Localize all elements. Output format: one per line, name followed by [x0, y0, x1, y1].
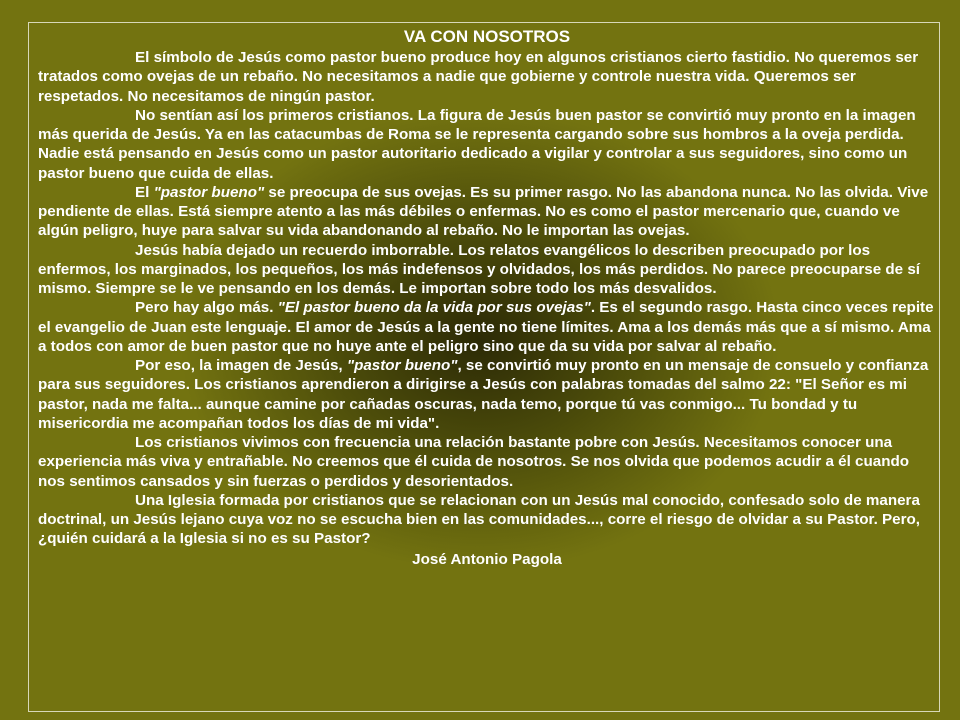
- paragraph-6-quote: "pastor bueno": [346, 357, 458, 374]
- paragraph-3-rest: se preocupa de sus ovejas. Es su primer rasgo. No las abandona nunca. No las olvida. Vive pendiente de ellas. Está siempre atento a las más débiles o enfermas. No es como el pastor mercenario que, cuando ve algún peligro, huye para salvar su vida abandonando al rebaño. No le importan las ovejas.: [38, 183, 929, 240]
- text-body: [38, 27, 936, 569]
- paragraph-2: No sentían así los primeros cristianos. La figura de Jesús buen pastor se convirtió muy pronto en la imagen más querida de Jesús. Ya en las catacumbas de Roma se le representa cargando sobre sus hombros a la oveja perdida. Nadie está pensando en Jesús como un pastor autoritario dedicado a vigilar y controlar a sus seguidores, sino como un pastor bueno que cuida de ellas.: [38, 106, 916, 182]
- paragraph-6-rest: , se convirtió muy pronto en un mensaje de consuelo y confianza para sus seguidores. Los cristianos aprendieron a dirigirse a Jesús con palabras tomadas del salmo 22: "El Señor es mi pastor, nada me falta... aunque camine por cañadas oscuras, nada temo, porque tú vas conmigo... Tu bondad y tu misericordia me acompañan todos los días de mi vida".: [38, 357, 929, 432]
- paragraph-5: [38, 298, 936, 356]
- paragraph-5-lead: Pero hay algo más.: [135, 299, 278, 317]
- paragraph-3-lead: El: [135, 183, 154, 201]
- paragraph-4: Jesús había dejado un recuerdo imborrable. Los relatos evangélicos lo describen preocupado por los enfermos, los marginados, los pequeños, los más indefensos y olvidados, los más perdidos. No parece preocuparse de sí mismo. Siempre se le ve pensando en los demás. Le importan sobre todo los más desvalidos.: [38, 241, 920, 297]
- paragraph-1: El símbolo de Jesús como pastor bueno produce hoy en algunos cristianos cierto fastidio. No queremos ser tratados como ovejas de un rebaño. No necesitamos a nadie que gobierne y controle nuestra vida. Queremos ser respetados. No necesitamos de ningún pastor.: [38, 49, 919, 105]
- paragraph-3: [38, 183, 936, 241]
- paragraph-6: [38, 356, 936, 433]
- paragraph-3-quote: "pastor bueno": [153, 183, 265, 201]
- paragraph-7: Los cristianos vivimos con frecuencia una relación bastante pobre con Jesús. Necesitamos conocer una experiencia más viva y entrañable. No creemos que él cuida de nosotros. Se nos olvida que podemos acudir a él cuando nos sentimos cansados y sin fuerzas o perdidos y desorientados.: [38, 434, 910, 490]
- paragraph-5-rest: . Es el segundo rasgo. Hasta cinco veces repite el evangelio de Juan este lenguaje. El amor de Jesús a la gente no tiene límites. Ama a los demás más que a sí mismo. Ama a todos con amor de buen pastor que no huye ante el peligro sino que da su vida por salvar al rebaño.: [38, 299, 934, 355]
- author-signature: José Antonio Pagola: [412, 550, 562, 568]
- page-title: VA CON NOSOTROS: [403, 27, 571, 46]
- paragraph-8: Una Iglesia formada por cristianos que se relacionan con un Jesús mal conocido, confesado solo de manera doctrinal, un Jesús lejano cuya voz no se escucha bien en las comunidades..., corre el riesgo de olvidar a su Pastor. Pero, ¿quién cuidará a la Iglesia si no es su Pastor?: [38, 491, 921, 548]
- paragraph-6-lead: Por eso, la imagen de Jesús,: [135, 357, 347, 374]
- paragraph-5-quote: "El pastor bueno da la vida por sus ovejas": [277, 299, 591, 317]
